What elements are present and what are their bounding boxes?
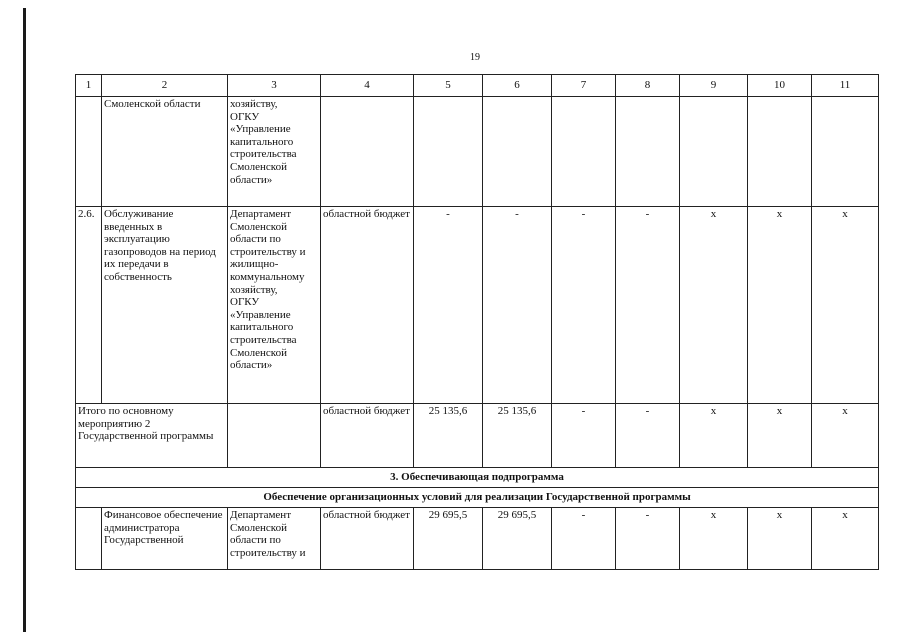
value-cell: - — [616, 404, 680, 468]
subsection-header-row — [76, 488, 879, 508]
value-cell: х — [748, 207, 812, 404]
table-cell — [680, 97, 748, 207]
budget-table — [75, 74, 879, 570]
header-cell: 1 — [76, 75, 102, 97]
header-cell: 8 — [616, 75, 680, 97]
table-cell — [76, 97, 102, 207]
total-label: Итого по основному мероприятию 2 Государственной программы — [76, 404, 228, 468]
table-cell — [616, 97, 680, 207]
left-margin-bar — [23, 8, 26, 632]
row-number: 2.6. — [76, 207, 102, 404]
value-cell: х — [748, 404, 812, 468]
header-cell: 3 — [228, 75, 321, 97]
activity-name: Обслуживание введенных в эксплуатацию газопроводов на период их передачи в собственность — [102, 207, 228, 404]
value-cell: х — [680, 404, 748, 468]
funding-source: областной бюджет — [321, 404, 414, 468]
table-cell — [228, 404, 321, 468]
value-cell: 25 135,6 — [483, 404, 552, 468]
executor: Департамент Смоленской области по строительству и жилищно-коммунальному хозяйству, ОГКУ «Управление капитального строительства Смоленской области» — [228, 207, 321, 404]
value-cell: - — [483, 207, 552, 404]
header-cell: 2 — [102, 75, 228, 97]
value-cell: х — [680, 207, 748, 404]
value-cell: - — [414, 207, 483, 404]
table-row-total — [76, 404, 879, 468]
value-cell: х — [812, 404, 879, 468]
table-cell — [552, 97, 616, 207]
table-row-2-6 — [76, 207, 879, 404]
header-cell: 11 — [812, 75, 879, 97]
table-cell — [76, 508, 102, 570]
value-cell: - — [552, 404, 616, 468]
value-cell: - — [552, 207, 616, 404]
table-cell — [812, 97, 879, 207]
header-cell: 5 — [414, 75, 483, 97]
section-header-row — [76, 468, 879, 488]
executor: Департамент Смоленской области по строительству и — [228, 508, 321, 570]
funding-source: областной бюджет — [321, 207, 414, 404]
table-cell — [414, 97, 483, 207]
value-cell: х — [680, 508, 748, 570]
value-cell: - — [552, 508, 616, 570]
table-cell — [748, 97, 812, 207]
table-cell — [321, 97, 414, 207]
value-cell: - — [616, 207, 680, 404]
table-row-admin — [76, 508, 879, 570]
value-cell: х — [748, 508, 812, 570]
table-row-continued — [76, 97, 879, 207]
header-cell: 7 — [552, 75, 616, 97]
table-cell: хозяйству, ОГКУ «Управление капитального строительства Смоленской области» — [228, 97, 321, 207]
activity-name: Финансовое обеспечение администратора Государственной — [102, 508, 228, 570]
table-cell: Смоленской области — [102, 97, 228, 207]
header-cell: 9 — [680, 75, 748, 97]
section-title: 3. Обеспечивающая подпрограмма — [76, 468, 879, 488]
value-cell: 25 135,6 — [414, 404, 483, 468]
header-cell: 4 — [321, 75, 414, 97]
page-number: 19 — [470, 52, 480, 63]
header-cell: 6 — [483, 75, 552, 97]
subsection-title: Обеспечение организационных условий для реализации Государственной программы — [76, 488, 879, 508]
value-cell: х — [812, 207, 879, 404]
value-cell: 29 695,5 — [483, 508, 552, 570]
value-cell: - — [616, 508, 680, 570]
funding-source: областной бюджет — [321, 508, 414, 570]
header-row — [76, 75, 879, 97]
value-cell: 29 695,5 — [414, 508, 483, 570]
value-cell: х — [812, 508, 879, 570]
header-cell: 10 — [748, 75, 812, 97]
table-cell — [483, 97, 552, 207]
